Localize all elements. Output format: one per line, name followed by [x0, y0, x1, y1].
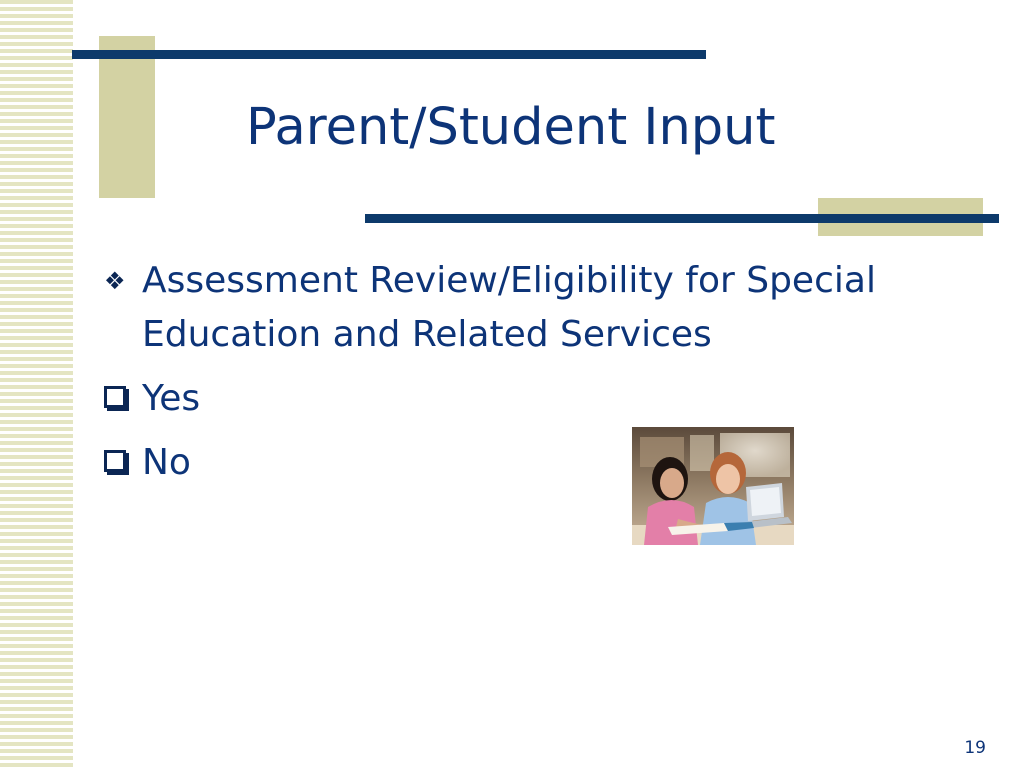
bottom-rule — [365, 214, 999, 223]
checkbox-icon — [104, 372, 142, 426]
main-bullet — [104, 254, 922, 362]
option-yes — [104, 372, 604, 426]
accent-block-top — [99, 36, 155, 198]
option-yes-label: Yes — [142, 378, 201, 419]
slide-body — [104, 254, 876, 490]
option-no-label: No — [142, 442, 191, 483]
slide-title: Parent/Student Input — [246, 98, 776, 157]
option-no — [104, 436, 604, 490]
page-number: 19 — [964, 738, 986, 758]
students-with-laptop-photo — [632, 427, 794, 545]
top-rule — [72, 50, 706, 59]
checkbox-icon — [104, 436, 142, 490]
main-bullet-text: Assessment Review/Eligibility for Special Education and Related Services — [142, 260, 876, 355]
four-diamonds-icon: ❖ — [104, 267, 126, 295]
left-stripe-pattern — [0, 0, 73, 768]
